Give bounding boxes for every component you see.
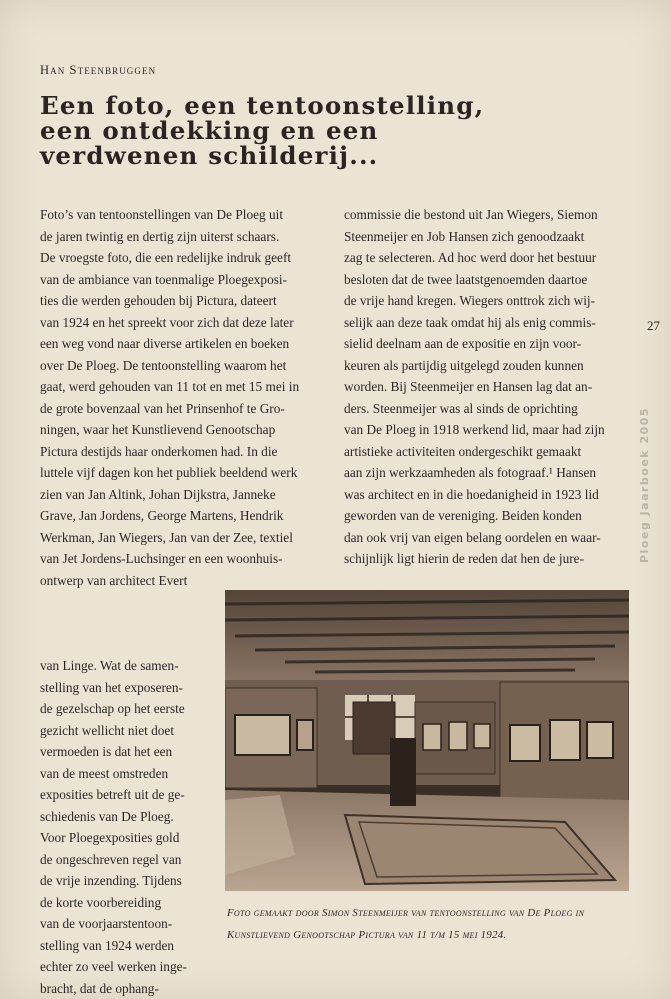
body-line: Foto’s van tentoonstellingen van De Ploeg uit (40, 207, 284, 222)
body-line: gezicht wellicht niet doet (40, 722, 175, 738)
title-line: een ontdekking en een (40, 116, 379, 145)
body-line: echter zo veel werken inge- (40, 959, 187, 974)
body-line: Voor Ploegexposities gold (40, 830, 180, 845)
body-line: schiedenis van De Ploeg. (40, 808, 174, 824)
exhibition-photo-drawing (225, 590, 629, 891)
running-head-author: Han Steenbruggen (40, 63, 157, 77)
body-line: worden. Bij Steenmeijer en Hansen lag dat an- (344, 379, 593, 394)
body-line: besloten dat de twee laatstgenoemden daartoe (344, 271, 588, 287)
body-line: stelling van 1924 werden (40, 937, 175, 953)
body-line: geworden van de vereniging. Beiden konden (344, 508, 582, 523)
body-line: artistieke activiteiten ondergeschikt gemaakt (344, 443, 582, 459)
body-line: de korte voorbereiding (40, 894, 162, 910)
photo-caption (227, 902, 632, 946)
body-line: vermoeden is dat het een (40, 744, 173, 759)
body-line: ders. Steenmeijer was al sinds de oprichting (344, 400, 578, 416)
body-line: dan ook vrij van eigen belang oordelen en waar- (344, 529, 601, 545)
body-line: de vrije hand kregen. Wiegers onttrok zich wij- (344, 293, 596, 308)
body-line: Steenmeijer en Job Hansen zich genoodzaakt (344, 228, 585, 244)
body-line: van Linge. Wat de samen- (40, 658, 179, 673)
yearbook-label: Ploeg Jaarboek 2005 (638, 406, 651, 564)
body-line: van 1924 en het spreekt voor zich dat deze later (40, 314, 294, 330)
body-line: zien van Jan Altink, Johan Dijkstra, Janneke (40, 486, 276, 502)
body-line: De vroegste foto, die een redelijke indruk geeft (40, 250, 292, 265)
body-line: de jaren twintig en dertig zijn uiterst schaars. (40, 228, 280, 244)
title-line: verdwenen schilderij... (40, 141, 379, 170)
body-line: aan zijn werkzaamheden als fotograaf.¹ Hansen (344, 465, 597, 480)
body-line: de vrije inzending. Tijdens (40, 873, 182, 888)
body-line: de grote bovenzaal van het Prinsenhof te Gro- (40, 400, 285, 416)
title-line: Een foto, een tentoonstelling, (40, 91, 485, 120)
caption-line: Foto gemaakt door Simon Steenmeijer van tentoonstelling van De Ploeg in (227, 907, 585, 919)
body-column-left (40, 204, 325, 591)
body-line: selijk aan deze taak omdat hij als enig commis- (344, 314, 596, 330)
body-line: zag te selecteren. Ad hoc werd door het bestuur (344, 250, 597, 265)
body-line: schijnlijk ligt hierin de reden dat hen de jure- (344, 551, 585, 566)
body-line: sielid deelnam aan de expositie en zijn voor- (344, 336, 582, 351)
body-line: Grave, Jan Jordens, George Martens, Hendrik (40, 508, 284, 523)
body-line: ontwerp van architect Evert (40, 572, 188, 588)
body-line: van de meest omstreden (40, 765, 169, 781)
caption-line: Kunstlievend Genootschap Pictura van 11 t/m 15 mei 1924. (227, 929, 507, 941)
body-line: van Jet Jordens-Luchsinger en een woonhuis- (40, 551, 283, 566)
exhibition-photo (225, 590, 629, 891)
body-line: commissie die bestond uit Jan Wiegers, Siemon (344, 207, 598, 222)
body-line: ties die werden gehouden bij Pictura, dateert (40, 293, 277, 308)
body-line: Pictura destijds haar onderkomen had. In die (40, 443, 278, 459)
body-line: van de ambiance van toenmalige Ploegexposi- (40, 271, 288, 287)
body-line: was architect en in die hoedanigheid in 1923 lid (344, 486, 599, 502)
body-line: de ongeschreven regel van (40, 851, 182, 867)
body-line: stelling van het exposeren- (40, 679, 183, 695)
body-line: over De Ploeg. De tentoonstelling waarom het (40, 357, 287, 373)
body-line: een weg vond naar diverse artikelen en boeken (40, 336, 290, 351)
body-line: exposities betreft uit de ge- (40, 787, 185, 802)
article-title (40, 93, 640, 168)
page-number: 27 (647, 318, 660, 333)
body-line: de gezelschap op het eerste (40, 701, 185, 716)
body-line: gaat, werd gehouden van 11 tot en met 15 mei in (40, 379, 300, 394)
body-column-right (344, 204, 632, 570)
body-line: bracht, dat de ophang- (40, 980, 159, 996)
body-line: keuren als partijdig uitgelegd zouden kunnen (344, 357, 584, 373)
body-line: van de voorjaarstentoon- (40, 916, 173, 931)
body-column-narrow (40, 655, 210, 999)
body-line: ningen, waar het Kunstlievend Genootschap (40, 422, 276, 437)
body-line: Werkman, Jan Wiegers, Jan van der Zee, textiel (40, 529, 293, 545)
body-line: van De Ploeg in 1918 werkend lid, maar had zijn (344, 422, 605, 437)
body-line: luttele vijf dagen kon het publiek beeldend werk (40, 465, 298, 480)
